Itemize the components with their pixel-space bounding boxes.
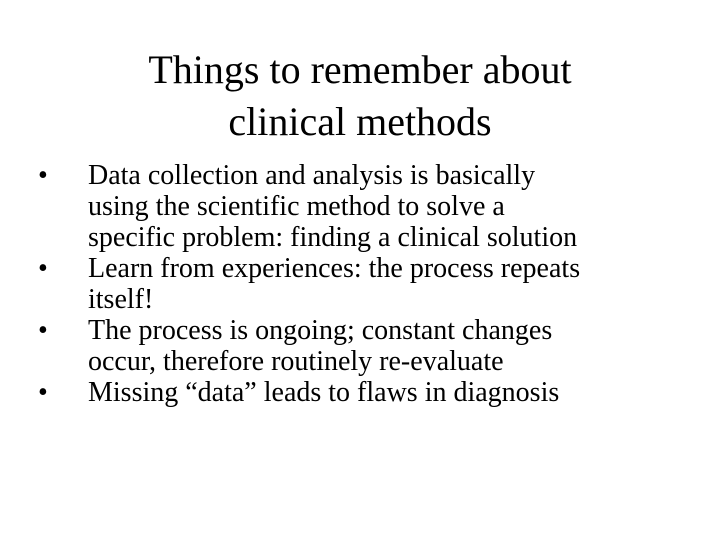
bullet-text-3: [88, 315, 686, 377]
bullet-text-2: [88, 253, 686, 315]
bullet-2-line-1: Learn from experiences: the process repeats: [88, 253, 581, 284]
bullet-dot-icon: •: [38, 377, 48, 408]
slide-title: [60, 44, 660, 148]
bullet-list: [36, 160, 686, 408]
bullet-3-line-1: The process is ongoing; constant changes: [88, 315, 553, 346]
bullet-2-line-2: itself!: [88, 284, 154, 315]
slide-title-line-2: clinical methods: [228, 99, 492, 144]
bullet-item-4: [36, 377, 686, 408]
bullet-item-1: [36, 160, 686, 253]
bullet-dot-icon: •: [38, 253, 48, 284]
bullet-dot-icon: •: [38, 315, 48, 346]
slide-title-line-1: Things to remember about: [148, 47, 572, 92]
bullet-text-4: [88, 377, 686, 408]
bullet-3-line-2: occur, therefore routinely re-evaluate: [88, 346, 504, 377]
bullet-item-2: [36, 253, 686, 315]
bullet-dot-icon: •: [38, 160, 48, 191]
bullet-1-line-2: using the scientific method to solve a: [88, 191, 505, 222]
bullet-text-1: [88, 160, 686, 253]
bullet-1-line-3: specific problem: finding a clinical solution: [88, 222, 578, 253]
bullet-item-3: [36, 315, 686, 377]
bullet-4-line-1: Missing “data” leads to flaws in diagnosis: [88, 377, 560, 408]
bullet-1-line-1: Data collection and analysis is basically: [88, 160, 536, 191]
